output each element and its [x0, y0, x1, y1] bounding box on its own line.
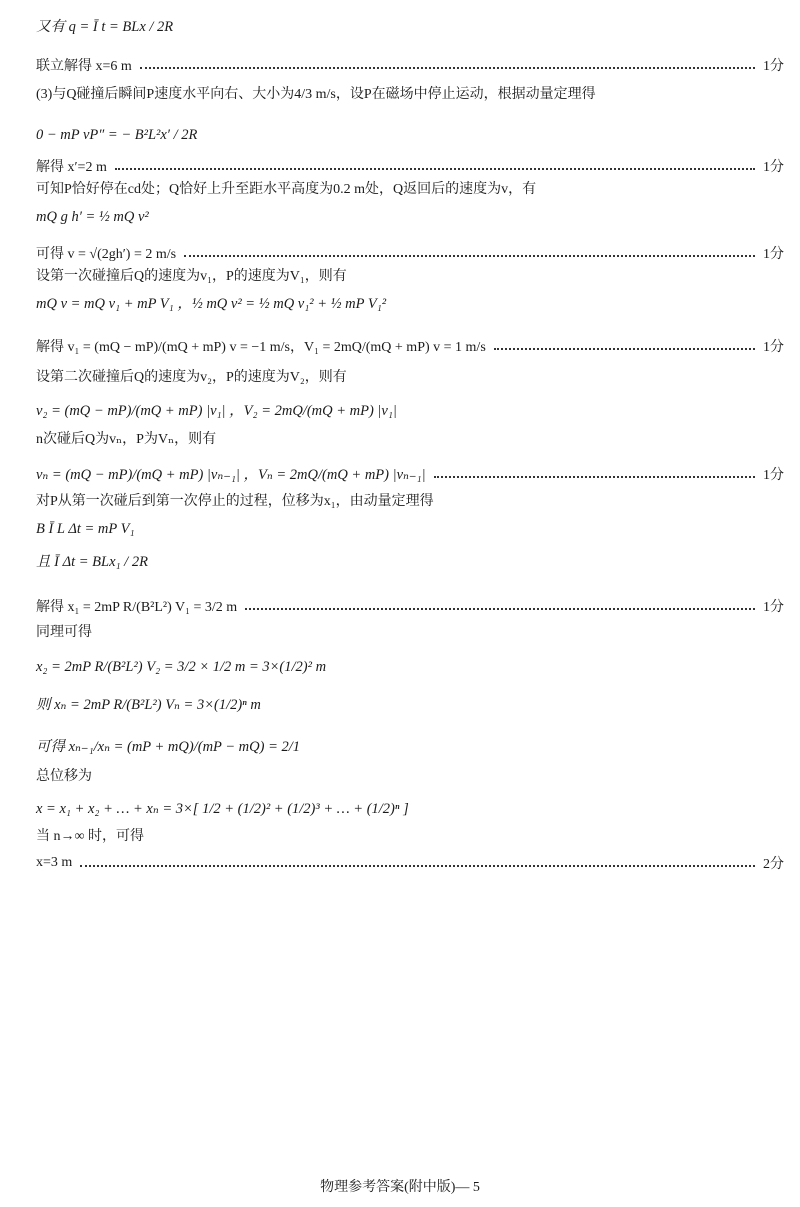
scored-row-x1 — [36, 596, 784, 616]
eq-x2: x₂ = 2mP R/(B²L²) V₂ = 3/2 × 1/2 m = 3×(1/2)² m — [36, 659, 327, 675]
score-label: 1分 — [763, 59, 784, 74]
eq-energy: mQ g h′ = ½ mQ v² — [36, 209, 149, 225]
score-label: 2分 — [763, 857, 784, 872]
leader-dots — [494, 348, 755, 350]
leader-dots — [80, 865, 755, 867]
leader-dots — [115, 168, 755, 170]
text-nth-collision: n次碰后Q为vₙ，P为Vₙ，则有 — [36, 432, 217, 447]
result-v: 可得 v = √(2gh′) = 2 m/s — [36, 247, 177, 262]
score-label: 1分 — [763, 160, 784, 175]
score-label: 1分 — [763, 340, 784, 355]
eq-impulse: B Ī L Δt = mP V₁ — [36, 521, 135, 537]
result-x: 联立解得 x=6 m — [36, 59, 132, 74]
text-p-stops: 可知P恰好停在cd处；Q恰好上升至距水平高度为0.2 m处，Q返回后的速度为v，有 — [36, 182, 537, 197]
scored-row-v — [36, 243, 784, 263]
leader-dots — [245, 608, 755, 610]
text-limit: 当 n→∞ 时，可得 — [36, 829, 144, 844]
text-first-collision: 设第一次碰撞后Q的速度为v₁，P的速度为V₁，则有 — [36, 269, 347, 284]
page-footer: 物理参考答案(附中版)— 5 — [320, 1180, 480, 1195]
score-label: 1分 — [763, 247, 784, 262]
leader-dots — [140, 67, 755, 69]
eq-charge-x1: 且 Ī Δt = BLx₁ / 2R — [36, 554, 148, 570]
scored-row-vn — [36, 463, 784, 484]
scored-row-final — [36, 853, 784, 873]
text-displacement-x1: 对P从第一次碰后到第一次停止的过程，位移为x₁，由动量定理得 — [36, 494, 434, 509]
result-v1: 解得 v₁ = (mQ − mP)/(mQ + mP) v = −1 m/s，V₁ = 2mQ/(mQ + mP) v = 1 m/s — [36, 340, 486, 355]
scored-row-xprime — [36, 156, 784, 176]
eq-ratio: 可得 xₙ₋₁/xₙ = (mP + mQ)/(mP − mQ) = 2/1 — [36, 739, 301, 755]
eq-nth-collision: vₙ = (mQ − mP)/(mQ + mP) |vₙ₋₁| ，Vₙ = 2mQ/(mQ + mP) |vₙ₋₁| — [36, 467, 426, 483]
leader-dots — [184, 255, 755, 257]
eq-charge: 又有 q = Ī t = BLx / 2R — [36, 19, 174, 35]
part3-intro: (3)与Q碰撞后瞬间P速度水平向右、大小为4/3 m/s，设P在磁场中停止运动，根据动量定理得 — [36, 87, 596, 102]
eq-xn: 则 xₙ = 2mP R/(B²L²) Vₙ = 3×(1/2)ⁿ m — [36, 697, 261, 713]
eq-collision-conservation: mQ v = mQ v₁ + mP V₁ ，½ mQ v² = ½ mQ v₁² + ½ mP V₁² — [36, 296, 387, 312]
eq-series-sum: x = x₁ + x₂ + … + xₙ = 3×[ 1/2 + (1/2)² + (1/2)³ + … + (1/2)ⁿ ] — [36, 801, 409, 817]
text-second-collision: 设第二次碰撞后Q的速度为v₂，P的速度为V₂，则有 — [36, 370, 347, 385]
result-x1: 解得 x₁ = 2mP R/(B²L²) V₁ = 3/2 m — [36, 600, 238, 615]
result-xprime: 解得 x′=2 m — [36, 160, 107, 175]
score-label: 1分 — [763, 600, 784, 615]
eq-momentum-theorem: 0 − mP vP″ = − B²L²x′ / 2R — [36, 127, 198, 143]
score-label: 1分 — [763, 467, 784, 483]
text-similarly: 同理可得 — [36, 625, 92, 640]
text-total-displacement: 总位移为 — [36, 769, 92, 784]
leader-dots — [434, 476, 755, 478]
scored-row-x — [36, 55, 784, 75]
eq-second-collision: v₂ = (mQ − mP)/(mQ + mP) |v₁| ，V₂ = 2mQ/(mQ + mP) |v₁| — [36, 403, 397, 419]
result-final: x=3 m — [36, 855, 73, 870]
scored-row-v1 — [36, 336, 784, 356]
